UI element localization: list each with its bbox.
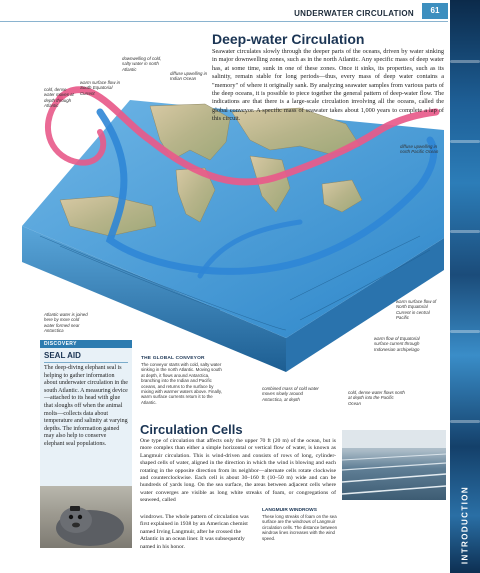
- deep-water-heading: Deep-water Circulation: [212, 31, 365, 47]
- elephant-seal-photo: [40, 486, 132, 548]
- side-tab-label: INTRODUCTION: [460, 485, 470, 565]
- callout-warm-south: warm surface flow in South Equatorial Current: [80, 80, 121, 96]
- global-conveyor-body: The conveyor starts with cold, salty water sinking in the north Atlantic. Moving south at depth, it flows around Antarctica, branching into the Indian and Pacific oceans, and returns to the surface by mixing with warmer waters above. Finally, warm surface currents return it to the Atlantic.: [141, 362, 222, 405]
- section-title: UNDERWATER CIRCULATION: [294, 9, 414, 18]
- langmuir-body: These long streaks of foam on the sea surface are the windrows of Langmuir circulation cells. The distance between windrow lines increases with the wind speed.: [262, 514, 338, 541]
- page-number: 61: [422, 3, 448, 19]
- callout-warm-north-pacific: warm surface flow of North Equatorial Current in central Pacific: [396, 299, 437, 321]
- langmuir-windrows-photo: [342, 430, 446, 500]
- discovery-band: DISCOVERY: [40, 340, 132, 348]
- callout-combined-mass: combined mass of cold water moves slowly around Antarctica, at depth: [262, 386, 319, 402]
- discovery-body: The deep-diving elephant seal is helping to gather information about underwater circulation in the south Atlantic. A measuring device—attached to its head with glue that sloughs off when the animal molts—collects data about temperature and salinity at varying depths. The information gained may also help to conserve elephant seal populations.: [44, 365, 128, 447]
- langmuir-caption: [262, 508, 348, 541]
- deep-water-body: Seawater circulates slowly through the deeper parts of the oceans, driven by water sinking in major downwelling zones, such as in the north Atlantic. Any specific mass of deep water has, at some time, sunk in one of these zones. Once it sinks, its properties, such as its salinity, remain stable for long periods—thus, every mass of deep water contains a "memory" of where it originally sank. By analyzing seawater samples from various parts of the deep oceans, it is possible to piece together the general pattern of deep-water flow. The indications are that there is a large-scale circulation involving all the oceans, called the global conveyor. A specific mass of seawater takes about 1,000 years to complete a lap of this circuit.: [212, 48, 444, 123]
- global-conveyor-caption: [141, 356, 225, 405]
- header-rule: [0, 21, 448, 22]
- circulation-cells-body-continued: windrows. The whole pattern of circulation was first explained in 1938 by an American chemist named Irving Langmuir, after he crossed the Atlantic in an ocean liner. It was subsequently named in his honor.: [140, 514, 249, 550]
- callout-cold-dense: cold, dense water moves at depth through Atlantic: [44, 87, 74, 109]
- callout-cold-pacific: cold, dense water flows north at depth into the Pacific Ocean: [348, 390, 405, 406]
- page-header: [0, 0, 448, 22]
- global-conveyor-title: THE GLOBAL CONVEYOR: [141, 356, 205, 361]
- langmuir-title: LANGMUIR WINDROWS: [262, 508, 317, 513]
- discovery-rule: [44, 362, 128, 363]
- circulation-cells-body: One type of circulation that affects only the upper 70 ft (20 m) of the ocean, but is more complex than either a simple horizontal or vertical flow of water, is known as Langmuir circulation. This is wind-driven and consists of rows of long, cylinder-shaped cells of water, aligned in the direction in which the wind is blowing and each rotating in the opposite direction from its neighbor—alternate cells rotate clockwise and counterclockwise. Each cell is about 30–160 ft (10–50 m) wide and can be hundreds of yards long. On the sea surface, the areas between adjacent cells where water converges are visible as long white streaks of foam, or congregations of seaweed, called: [140, 438, 336, 504]
- callout-diffuse-pacific: diffuse upwelling in north Pacific Ocean: [400, 144, 439, 155]
- callout-diffuse-indian: diffuse upwelling in Indian Ocean: [170, 71, 208, 82]
- callout-atlantic-joined: Atlantic water is joined here by more cold water formed near Antarctica: [44, 312, 88, 334]
- circulation-cells-heading: Circulation Cells: [140, 422, 243, 437]
- discovery-title: SEAL AID: [44, 351, 81, 360]
- callout-downwelling: downwelling of cold, salty water in north Atlantic: [122, 56, 162, 72]
- callout-indonesian: warm flow of Equatorial surface current through Indonesian archipelago: [374, 336, 420, 352]
